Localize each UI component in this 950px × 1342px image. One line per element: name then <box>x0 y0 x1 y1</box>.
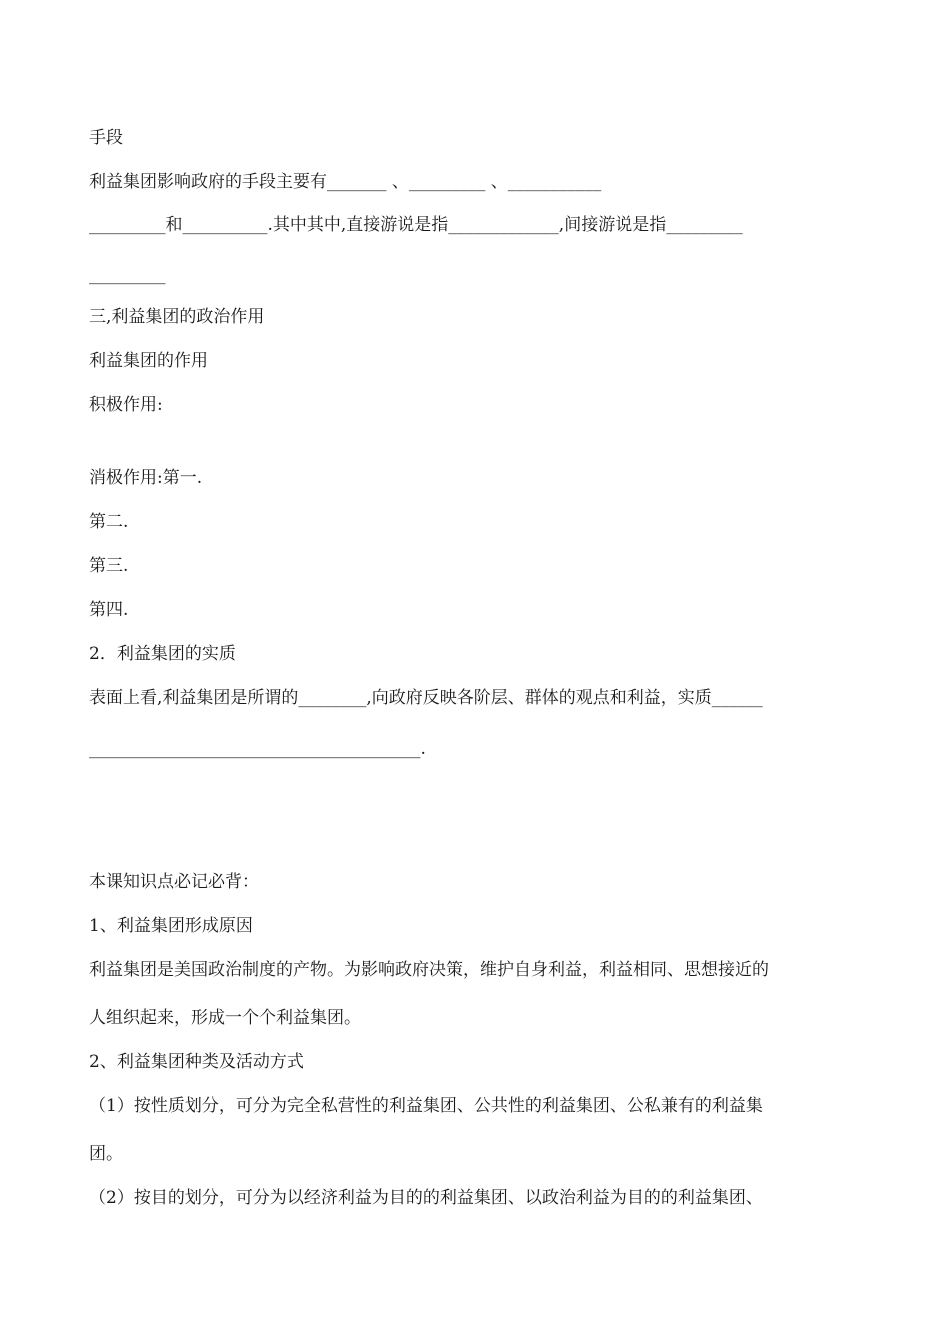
subheading-function: 利益集团的作用 <box>89 351 208 371</box>
fill-blank-means: 利益集团影响政府的手段主要有_______ 、_________ 、___________ <box>89 172 602 192</box>
point-1-text-line-1: 利益集团是美国政治制度的产物。为影响政府决策，维护自身利益，利益相同、思想接近的 <box>89 960 769 980</box>
fill-blank-essence: 表面上看,利益集团是所谓的________,向政府反映各阶层、群体的观点和利益，实质______ <box>89 688 763 708</box>
negative-effect-3: 第三. <box>89 556 129 576</box>
fill-blank-lobbying: _________和__________.其中其中,直接游说是指_____________,间接游说是指_________ <box>89 215 743 235</box>
fill-blank-continuation: _________ <box>89 265 166 285</box>
point-2-heading: 2、利益集团种类及活动方式 <box>89 1052 304 1072</box>
subheading-essence: 2．利益集团的实质 <box>89 644 236 664</box>
point-1-heading: 1、利益集团形成原因 <box>89 916 253 936</box>
negative-effect-label: 消极作用:第一. <box>89 468 203 488</box>
positive-effect-label: 积极作用: <box>89 395 163 415</box>
point-2-item-2-line-1: （2）按目的划分，可分为以经济利益为目的的利益集团、以政治利益为目的的利益集团、 <box>89 1188 763 1208</box>
point-2-item-1-line-2: 团。 <box>89 1144 123 1164</box>
point-2-item-1-line-1: （1）按性质划分，可分为完全私营性的利益集团、公共性的利益集团、公私兼有的利益集 <box>89 1096 763 1116</box>
negative-effect-2: 第二. <box>89 512 129 532</box>
negative-effect-4: 第四. <box>89 600 129 620</box>
fill-blank-essence-continuation: _______________________________________. <box>89 739 426 759</box>
heading-means: 手段 <box>89 128 123 148</box>
point-1-text-line-2: 人组织起来，形成一个个利益集团。 <box>89 1008 361 1028</box>
section-heading-3: 三,利益集团的政治作用 <box>89 307 265 327</box>
key-points-heading: 本课知识点必记必背： <box>89 872 259 892</box>
